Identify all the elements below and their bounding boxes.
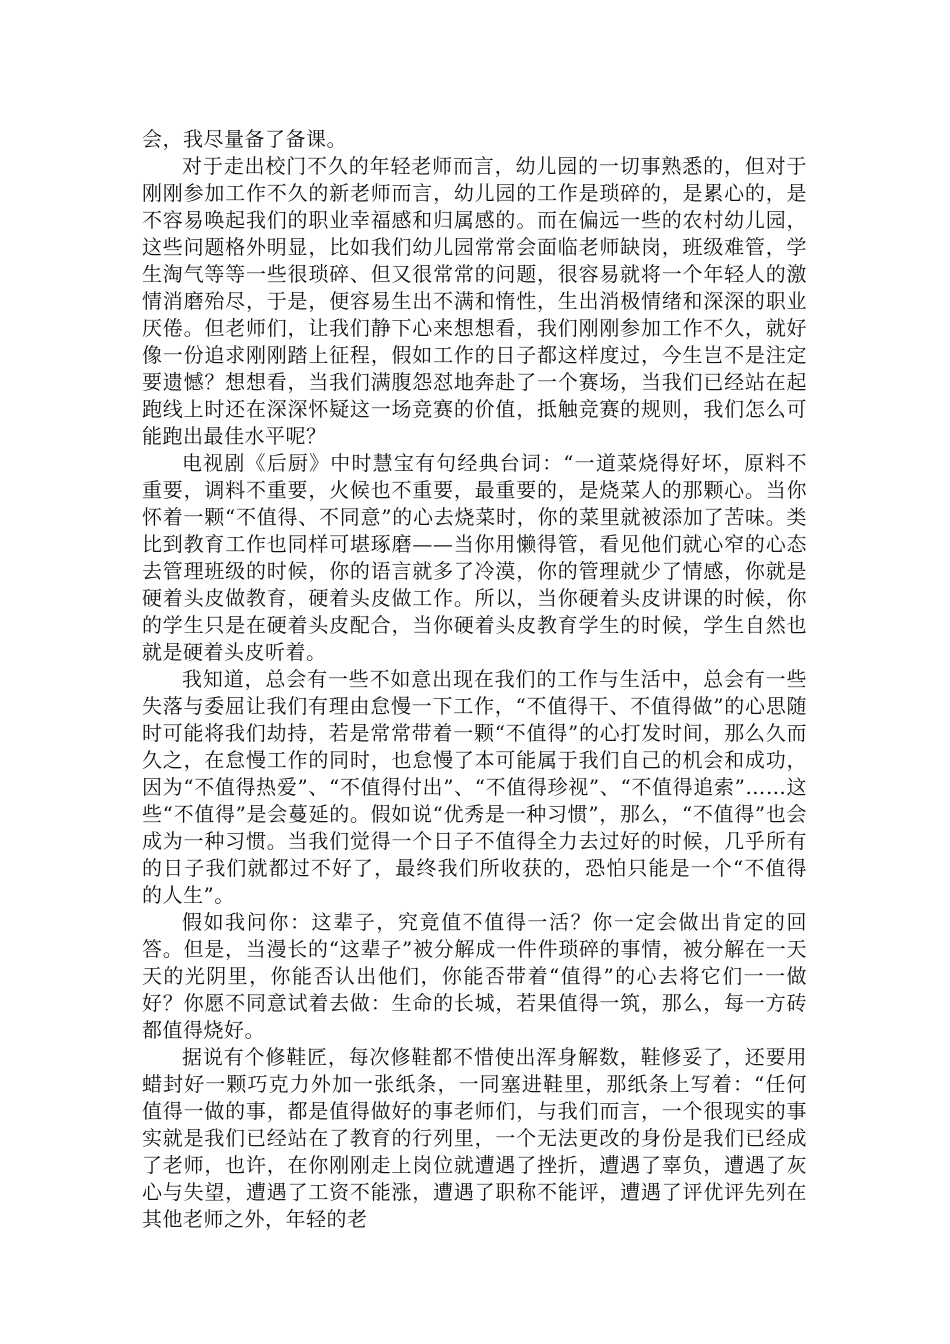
paragraph: 对于走出校门不久的年轻老师而言，幼儿园的一切事熟悉的，但对于刚刚参加工作不久的新老师而言，幼儿园的工作是琐碎的，是累心的，是不容易唤起我们的职业幸福感和归属感的。而在偏远一些的农村幼儿园，这些问题格外明显，比如我们幼儿园常常会面临老师缺岗，班级难管，学生淘气等等一些很琐碎、但又很常常的问题，很容易就将一个年轻人的激情消磨殆尽，于是，便容易生出不满和惰性，生出消极情绪和深深的职业厌倦。但老师们，让我们静下心来想想看，我们刚刚参加工作不久，就好像一份追求刚刚踏上征程，假如工作的日子都这样度过，今生岂不是注定要遗憾？想想看，当我们满腹怨怼地奔赴了一个赛场，当我们已经站在起跑线上时还在深深怀疑这一场竞赛的价值，抵触竞赛的规则，我们怎么可能跑出最佳水平呢？ — [142, 154, 807, 448]
document-body — [142, 126, 807, 1233]
paragraph: 据说有个修鞋匠，每次修鞋都不惜使出浑身解数，鞋修妥了，还要用蜡封好一颗巧克力外加一张纸条，一同塞进鞋里，那纸条上写着：“任何值得一做的事，都是值得做好的事老师们，与我们而言，一个很现实的事实就是我们已经站在了教育的行列里，一个无法更改的身份是我们已经成了老师，也许，在你刚刚走上岗位就遭遇了挫折，遭遇了辜负，遭遇了灰心与失望，遭遇了工资不能涨，遭遇了职称不能评，遭遇了评优评先列在其他老师之外，年轻的老 — [142, 1045, 807, 1231]
paragraph: 假如我问你：这辈子，究竟值不值得一活？你一定会做出肯定的回答。但是，当漫长的“这辈子”被分解成一件件琐碎的事情，被分解在一天天的光阴里，你能否认出他们，你能否带着“值得”的心去将它们一一做好？你愿不同意试着去做：生命的长城，若果值得一筑，那么，每一方砖都值得烧好。 — [142, 910, 807, 1042]
paragraph-continuation: 会，我尽量备了备课。 — [142, 127, 347, 151]
paragraph: 电视剧《后厨》中时慧宝有句经典台词：“一道菜烧得好坏，原料不重要，调料不重要，火候也不重要，最重要的，是烧菜人的那颗心。当你怀着一颗“不值得、不同意”的心去烧菜时，你的菜里就被添加了苦味。类比到教育工作也同样可堪琢磨——当你用懒得管，看见他们就心窄的心态去管理班级的时候，你的语言就多了冷漠，你的管理就少了情感，你就是硬着头皮做教育，硬着头皮做工作。所以，当你硬着头皮讲课的时候，你的学生只是在硬着头皮配合，当你硬着头皮教育学生的时候，学生自然也就是硬着头皮听着。 — [142, 451, 807, 664]
paragraph: 我知道，总会有一些不如意出现在我们的工作与生活中，总会有一些失落与委屈让我们有理由怠慢一下工作，“不值得干、不值得做”的心思随时可能将我们劫持，若是常常带着一颗“不值得”的心打发时间，那么久而久之，在怠慢工作的同时，也怠慢了本可能属于我们自己的机会和成功，因为“不值得热爱”、“不值得付出”、“不值得珍视”、“不值得追索”……这些“不值得”是会蔓延的。假如说“优秀是一种习惯”，那么，“不值得”也会成为一种习惯。当我们觉得一个日子不值得全力去过好的时候，几乎所有的日子我们就都过不好了，最终我们所收获的，恐怕只能是一个“不值得的人生”。 — [142, 667, 807, 907]
